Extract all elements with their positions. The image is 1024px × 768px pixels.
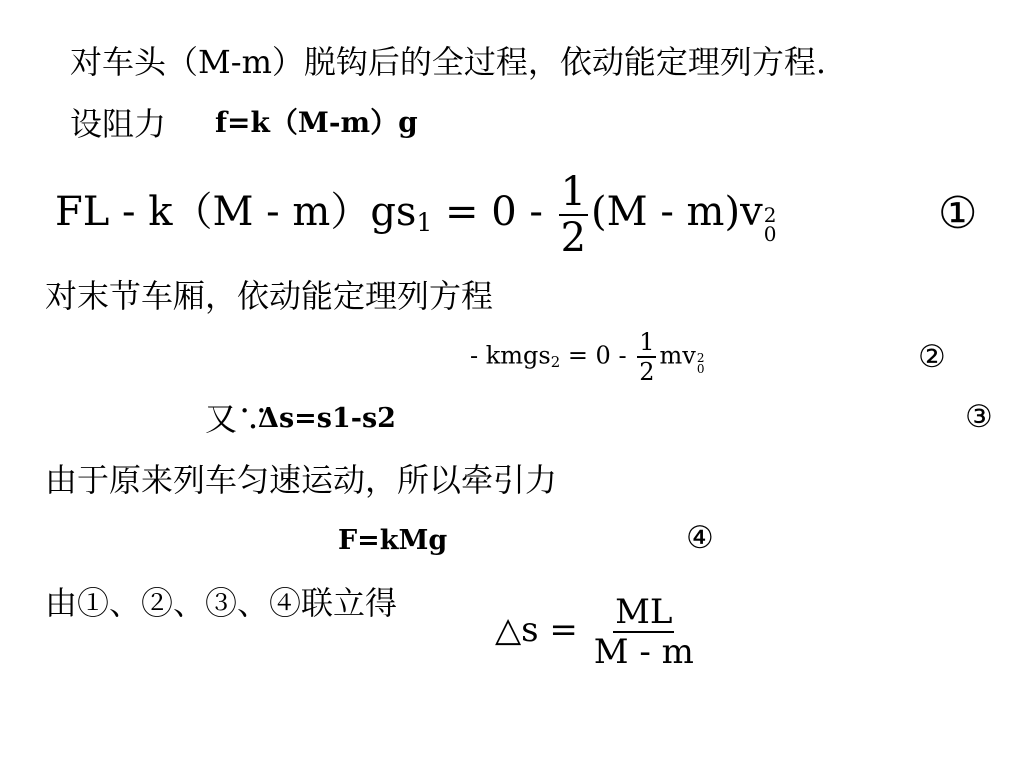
- eq1-v-superscript: 2: [763, 203, 777, 227]
- eq1-denominator: 2: [560, 215, 587, 261]
- result-fraction: [592, 592, 696, 672]
- eq1-lhs-subscript: 1: [416, 208, 433, 238]
- derivation-line-7: 由①、②、③、④联立得: [45, 584, 398, 622]
- equation-marker-2: ②: [918, 339, 946, 375]
- traction-formula: F=kMg: [338, 525, 448, 556]
- result-numerator: ML: [615, 592, 673, 632]
- result-lhs: △s =: [495, 610, 589, 650]
- equation-marker-4: ④: [686, 520, 714, 556]
- result-equation: [495, 592, 699, 672]
- eq1-numerator: 1: [560, 169, 587, 215]
- eq1-lhs: FL - k（M - m）gs: [55, 189, 417, 235]
- eq2-middle: = 0 -: [560, 341, 635, 370]
- derivation-line-3: 对末节车厢，依动能定理列方程: [45, 277, 494, 315]
- delta-s-formula: Δs=s1-s2: [258, 403, 396, 434]
- eq2-numerator: 1: [639, 328, 655, 356]
- since-label: 又∵: [205, 400, 270, 438]
- eq1-v-subscript: 0: [763, 222, 777, 246]
- result-denominator: M - m: [593, 632, 694, 672]
- equation-marker-3: ③: [965, 399, 993, 435]
- derivation-line-5: 由于原来列车匀速运动，所以牵引力: [45, 461, 558, 499]
- eq2-v-superscript: 2: [696, 350, 705, 365]
- eq1-velocity-indices: [763, 203, 777, 246]
- resistance-formula: f=k（M-m）g: [215, 106, 418, 139]
- resistance-label: 设阻力: [70, 105, 167, 143]
- eq1-fraction: [559, 169, 588, 261]
- eq1-rhs: (M - m)v: [591, 189, 763, 235]
- eq2-velocity-indices: [696, 350, 705, 377]
- eq2-lhs: - kmgs: [470, 341, 551, 370]
- equation-1: [55, 169, 777, 261]
- eq1-middle: = 0 -: [432, 189, 556, 235]
- eq2-fraction: [637, 330, 656, 384]
- eq2-rhs: mv: [659, 341, 696, 370]
- eq2-v-subscript: 0: [696, 362, 705, 377]
- equation-2: [470, 330, 704, 384]
- equation-marker-1: ①: [938, 188, 978, 239]
- eq2-lhs-subscript: 2: [550, 353, 561, 372]
- derivation-line-1: 对车头（M-m）脱钩后的全过程，依动能定理列方程.: [70, 43, 827, 81]
- eq2-denominator: 2: [639, 358, 655, 386]
